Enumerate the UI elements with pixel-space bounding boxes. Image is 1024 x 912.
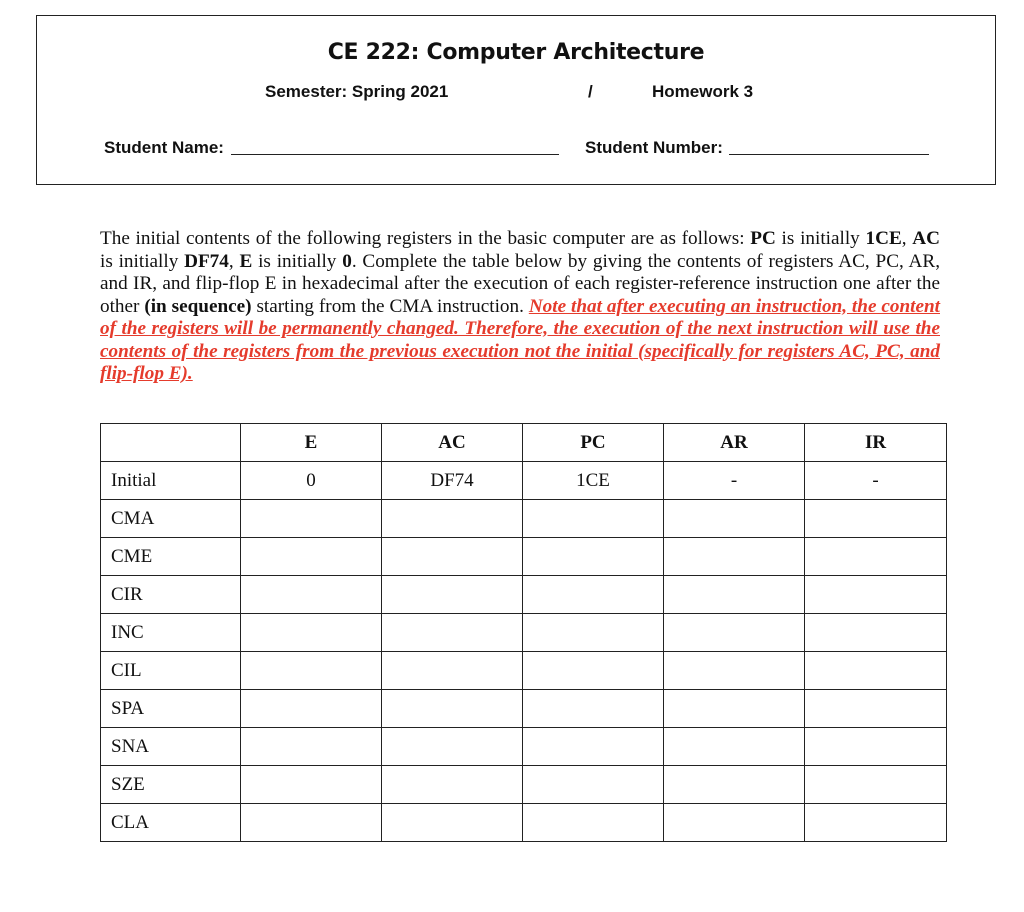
table-row — [101, 614, 947, 652]
table-row — [101, 652, 947, 690]
instr-text: , — [228, 250, 240, 272]
instr-e-value: 0 — [342, 250, 352, 272]
cell-ar: - — [664, 462, 805, 500]
row-label: SZE — [101, 766, 241, 804]
instr-ac-value: DF74 — [184, 250, 229, 272]
cell-e[interactable] — [241, 614, 382, 652]
cell-pc[interactable] — [523, 804, 664, 842]
row-label: INC — [101, 614, 241, 652]
cell-ar[interactable] — [664, 766, 805, 804]
row-label: CME — [101, 538, 241, 576]
cell-e: 0 — [241, 462, 382, 500]
cell-ar[interactable] — [664, 614, 805, 652]
instr-text: starting from the CMA instruction. — [251, 295, 529, 317]
instr-text: , — [901, 228, 913, 249]
cell-ac[interactable] — [382, 500, 523, 538]
row-label: CIR — [101, 576, 241, 614]
cell-ar[interactable] — [664, 690, 805, 728]
cell-ir[interactable] — [805, 614, 947, 652]
instr-text: . Complete the table below by giving the contents of registers AC, PC, AR, and IR, and flip-flop E in hexadecimal after the execution of each register-reference instruction one after the other — [100, 250, 940, 317]
cell-ir[interactable] — [805, 500, 947, 538]
instr-e-label: E — [239, 250, 253, 272]
cell-ir[interactable] — [805, 652, 947, 690]
table-header-row — [101, 424, 947, 462]
instr-text: is initially — [252, 250, 343, 272]
cell-ac[interactable] — [382, 538, 523, 576]
cell-ac[interactable] — [382, 614, 523, 652]
cell-ac[interactable] — [382, 766, 523, 804]
header-separator: / — [588, 82, 593, 101]
table-row — [101, 462, 947, 500]
course-title: CE 222: Computer Architecture — [327, 40, 705, 65]
row-label: CMA — [101, 500, 241, 538]
cell-ir[interactable] — [805, 766, 947, 804]
homework-label: Homework 3 — [652, 82, 754, 101]
student-number-field[interactable] — [729, 154, 929, 155]
cell-ac[interactable] — [382, 804, 523, 842]
cell-ir[interactable] — [805, 728, 947, 766]
cell-ac[interactable] — [382, 728, 523, 766]
student-name-label: Student Name: — [104, 138, 224, 157]
column-header-ar: AR — [664, 424, 805, 462]
row-label: SNA — [101, 728, 241, 766]
table-row — [101, 766, 947, 804]
instr-text: is initially — [775, 228, 866, 249]
column-header-pc: PC — [523, 424, 664, 462]
table-row — [101, 690, 947, 728]
row-label: CIL — [101, 652, 241, 690]
cell-pc[interactable] — [523, 690, 664, 728]
cell-pc[interactable] — [523, 500, 664, 538]
register-table — [100, 423, 947, 842]
cell-e[interactable] — [241, 500, 382, 538]
cell-ar[interactable] — [664, 728, 805, 766]
cell-ir[interactable] — [805, 538, 947, 576]
instr-pc-value: 1CE — [865, 228, 902, 249]
instr-pc-label: PC — [750, 228, 776, 249]
instr-text: is initially — [100, 250, 185, 272]
cell-pc: 1CE — [523, 462, 664, 500]
column-header-e: E — [241, 424, 382, 462]
cell-ar[interactable] — [664, 804, 805, 842]
table-row — [101, 728, 947, 766]
table-row — [101, 538, 947, 576]
table-row — [101, 804, 947, 842]
cell-pc[interactable] — [523, 652, 664, 690]
cell-pc[interactable] — [523, 538, 664, 576]
cell-pc[interactable] — [523, 766, 664, 804]
cell-ir[interactable] — [805, 804, 947, 842]
instr-ac-label: AC — [912, 228, 940, 249]
row-label: Initial — [101, 462, 241, 500]
cell-pc[interactable] — [523, 728, 664, 766]
instr-note: Note that after executing an instruction, the content of the registers will be permanently changed. Therefore, the execution of the next instruction will use the contents of the registers from the previous execution not the initial (specifically for registers AC, PC, and flip-flop E). — [100, 295, 940, 384]
table-row — [101, 500, 947, 538]
cell-e[interactable] — [241, 652, 382, 690]
cell-ir[interactable] — [805, 690, 947, 728]
row-label: SPA — [101, 690, 241, 728]
cell-ac[interactable] — [382, 652, 523, 690]
cell-e[interactable] — [241, 538, 382, 576]
cell-e[interactable] — [241, 690, 382, 728]
student-name-field[interactable] — [231, 154, 559, 155]
column-header — [101, 424, 241, 462]
header-box — [36, 15, 996, 185]
cell-ac: DF74 — [382, 462, 523, 500]
cell-e[interactable] — [241, 766, 382, 804]
table-row — [101, 576, 947, 614]
column-header-ir: IR — [805, 424, 947, 462]
row-label: CLA — [101, 804, 241, 842]
cell-ar[interactable] — [664, 652, 805, 690]
cell-ac[interactable] — [382, 690, 523, 728]
cell-pc[interactable] — [523, 576, 664, 614]
cell-pc[interactable] — [523, 614, 664, 652]
instr-in-sequence: (in sequence) — [144, 295, 252, 317]
cell-ac[interactable] — [382, 576, 523, 614]
instructions-paragraph — [100, 228, 940, 386]
student-number-label: Student Number: — [585, 138, 723, 157]
cell-ir[interactable] — [805, 576, 947, 614]
cell-e[interactable] — [241, 804, 382, 842]
cell-ar[interactable] — [664, 576, 805, 614]
cell-ir: - — [805, 462, 947, 500]
cell-ar[interactable] — [664, 538, 805, 576]
cell-e[interactable] — [241, 576, 382, 614]
instr-text: The initial contents of the following registers in the basic computer are as follows: — [100, 228, 751, 249]
cell-ar[interactable] — [664, 500, 805, 538]
semester-label: Semester: Spring 2021 — [265, 82, 449, 101]
column-header-ac: AC — [382, 424, 523, 462]
cell-e[interactable] — [241, 728, 382, 766]
